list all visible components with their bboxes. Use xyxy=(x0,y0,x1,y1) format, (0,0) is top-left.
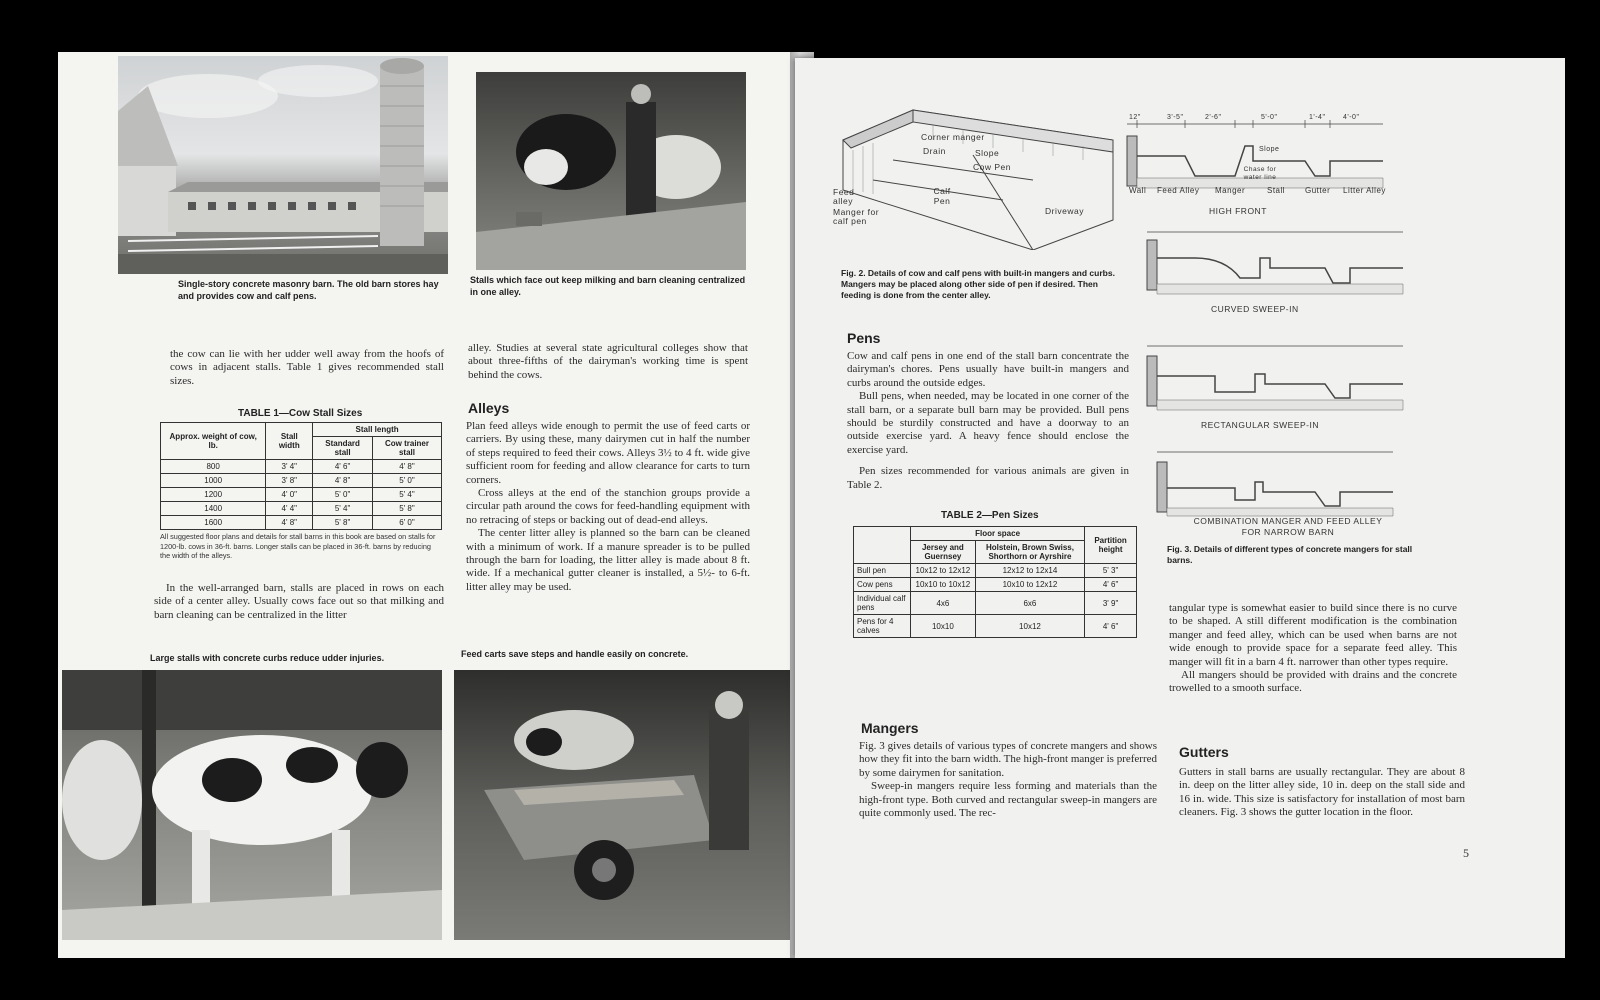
fig3-dim-5-0: 5'-0" xyxy=(1261,114,1278,121)
pen-sizes-table xyxy=(853,526,1137,638)
fig2-label-calf-manger: Manger for calf pen xyxy=(833,207,880,226)
feed-carts-caption: Feed carts save steps and handle easily on concrete. xyxy=(461,649,689,659)
mangers-paragraph-1: Fig. 3 gives details of various types of concrete mangers and shows how they fit into the barn width. The high-front manger is preferred by some dairymen for sanitation. xyxy=(859,740,1157,779)
col1-bottom-text xyxy=(154,582,444,622)
fig2-label-feed-alley: Feed alley xyxy=(833,187,855,206)
fig2-label-corner-manger: Corner manger xyxy=(921,132,985,142)
pens-text xyxy=(847,350,1129,492)
table1-header-row xyxy=(161,423,442,437)
barn-silo-illustration xyxy=(118,56,448,274)
table-row xyxy=(854,615,1137,638)
table-cell: 10x10 xyxy=(911,615,976,638)
stalls-photo-caption: Stalls which face out keep milking and barn cleaning centralized in one alley. xyxy=(470,275,746,297)
fig3-part-manger: Manger xyxy=(1215,186,1246,195)
barn-silo-photo xyxy=(118,56,448,274)
table-cell: 1200 xyxy=(161,488,266,502)
milking-stalls-photo xyxy=(476,72,746,270)
fig3-combination-manger-diagram xyxy=(1155,448,1395,518)
table-row xyxy=(161,502,442,516)
fig3-type-curved-sweep-in: CURVED SWEEP-IN xyxy=(1211,304,1299,314)
alleys-paragraph-1: Plan feed alleys wide enough to permit the use of feed carts or carriers. By using these, many dairymen cut in half the number of steps required to feed their cows. Alleys 3½ to 4 ft. wide give sufficient room for feeding and allow clearance for carts to turn corners. xyxy=(466,420,750,486)
table2-header-partition: Partition height xyxy=(1085,527,1137,564)
table-cell: 10x12 xyxy=(975,615,1084,638)
table2-header-blank xyxy=(854,527,911,564)
table-cell: 4x6 xyxy=(911,592,976,615)
table1-note: All suggested floor plans and details for stall barns in this book are based on stalls for 1200-lb. cows in 36-ft. barns. Longer stalls can be placed in 36-ft. barns by reducing the width of the alleys. xyxy=(160,532,436,560)
fig3-part-litter-alley: Litter Alley xyxy=(1343,186,1386,195)
pens-paragraph-2: Bull pens, when needed, may be located in one corner of the stall barn, or a separate bull barn may be provided. Bull pens should be sturdily constructed and have a doorway to an outside exercise yard. A heavy fence should enclose the exercise yard. xyxy=(847,390,1129,456)
table-cell: 10x10 to 12x12 xyxy=(975,578,1084,592)
fig2-label-cow-pen: Cow Pen xyxy=(973,162,1011,172)
pens-paragraph-1: Cow and calf pens in one end of the stall barn concentrate the dairyman's chores. Pens usually have built-in mangers and curbs around the outside edges. xyxy=(847,350,1129,389)
col1-intro-text xyxy=(170,348,444,388)
fig3-part-gutter: Gutter xyxy=(1305,186,1331,195)
table-cell: 6' 0" xyxy=(372,516,441,530)
table-row xyxy=(854,564,1137,578)
table-cell: 4' 6" xyxy=(313,460,373,474)
cow-stall-sizes-table xyxy=(160,422,442,530)
col2-top-paragraph: alley. Studies at several state agricultural colleges show that about three-fifths of the dairyman's working time is spent behind the cows. xyxy=(468,342,748,381)
table-cell: 3' 8" xyxy=(266,474,313,488)
table-cell: 800 xyxy=(161,460,266,474)
table1-header-length: Stall length xyxy=(313,423,442,437)
fig3-dim-1-4: 1'-4" xyxy=(1309,114,1326,121)
mangers-text xyxy=(859,740,1157,820)
fig2-label-calf-pen: Calf Pen xyxy=(933,186,951,206)
table1-header-trainer: Cow trainer stall xyxy=(372,437,441,460)
table-row xyxy=(854,592,1137,615)
fig2-label-slope: Slope xyxy=(975,148,1000,158)
holstein-cow-photo xyxy=(62,670,442,940)
table2-header-floor: Floor space xyxy=(911,527,1085,541)
table-cell: 4' 0" xyxy=(266,488,313,502)
gutters-paragraph-1: Gutters in stall barns are usually rectangular. They are about 8 in. deep on the litter alley side, 10 in. deep on the stall side and 16 in. wide. This size is satisfactory for installation of most barn cleaners. Fig. 3 shows the gutter location in the floor. xyxy=(1179,766,1465,819)
table-cell: 5' 0" xyxy=(313,488,373,502)
table-cell: 12x12 to 12x14 xyxy=(975,564,1084,578)
table1-header-standard: Standard stall xyxy=(313,437,373,460)
cows-stalls-illustration xyxy=(476,72,746,270)
fig2-label-drain: Drain xyxy=(923,146,946,156)
table-cell: 4' 4" xyxy=(266,502,313,516)
table2-caption: TABLE 2—Pen Sizes xyxy=(941,510,1039,521)
fig3-chase-label: Chase for water line xyxy=(1243,166,1277,181)
gutters-text xyxy=(1179,766,1465,820)
table-cell: 5' 8" xyxy=(372,502,441,516)
fig3-rectangular-sweep-in-diagram xyxy=(1145,342,1407,414)
table-row xyxy=(161,488,442,502)
table-cell: 5' 4" xyxy=(313,502,373,516)
alleys-paragraph-3: The center litter alley is planned so the barn can be cleaned with a minimum of work. If a manure spreader is to be pulled through the barn for loading, the litter alley is made about 8 ft. wide. If a mechanical gutter cleaner is installed, a 5½- to 6-ft. litter alley may be used. xyxy=(466,527,750,593)
mangers-heading: Mangers xyxy=(861,720,919,736)
table-cell: 4' 6" xyxy=(1085,615,1137,638)
table1-header-width: Stall width xyxy=(266,423,313,460)
table-row xyxy=(161,474,442,488)
alleys-heading: Alleys xyxy=(468,400,510,416)
fig3-dim-3-5: 3'-5" xyxy=(1167,114,1184,121)
table-row xyxy=(161,460,442,474)
table-cell: Pens for 4 calves xyxy=(854,615,911,638)
fig3-part-stall: Stall xyxy=(1267,186,1286,195)
fig3-caption: Fig. 3. Details of different types of concrete mangers for stall barns. xyxy=(1167,544,1413,565)
pens-paragraph-3: Pen sizes recommended for various animals are given in Table 2. xyxy=(847,465,1129,491)
fig3-part-feed-alley: Feed Alley xyxy=(1157,186,1200,195)
feed-cart-photo xyxy=(454,670,794,940)
table-cell: 3' 4" xyxy=(266,460,313,474)
table-cell: 4' 8" xyxy=(266,516,313,530)
table-cell: 1600 xyxy=(161,516,266,530)
mangers-continued-text xyxy=(1169,602,1457,696)
table-cell: 6x6 xyxy=(975,592,1084,615)
large-stalls-caption: Large stalls with concrete curbs reduce udder injuries. xyxy=(150,653,385,663)
table-cell: 5' 4" xyxy=(372,488,441,502)
holstein-cow-illustration xyxy=(62,670,442,940)
fig2-caption: Fig. 2. Details of cow and calf pens with built-in mangers and curbs. Mangers may be placed along other side of pen if desired. Then feeding is done from the center alley. xyxy=(841,268,1115,300)
fig3-slope-label: Slope xyxy=(1259,146,1280,153)
table-cell: Bull pen xyxy=(854,564,911,578)
mangers-paragraph-2: Sweep-in mangers require less forming and materials than the high-front type. Both curved and rectangular sweep-in mangers are quite commonly used. The rec- xyxy=(859,780,1157,820)
table1-caption: TABLE 1—Cow Stall Sizes xyxy=(238,408,363,419)
col2-top-text xyxy=(468,342,748,382)
barn-photo-caption: Single-story concrete masonry barn. The old barn stores hay and provides cow and calf pens. xyxy=(178,279,439,301)
table-row xyxy=(854,578,1137,592)
table-cell: 1400 xyxy=(161,502,266,516)
table2-header-holstein: Holstein, Brown Swiss, Shorthorn or Ayrshire xyxy=(975,541,1084,564)
table-cell: 10x12 to 12x12 xyxy=(911,564,976,578)
left-page xyxy=(58,52,810,958)
table-cell: Individual calf pens xyxy=(854,592,911,615)
col1-intro-paragraph: the cow can lie with her udder well away from the hoofs of cows in adjacent stalls. Table 1 gives recommended stall sizes. xyxy=(170,348,444,387)
fig3-dim-2-6: 2'-6" xyxy=(1205,114,1222,121)
fig3-dim-4-0: 4'-0" xyxy=(1343,114,1360,121)
table-cell: 5' 8" xyxy=(313,516,373,530)
fig3-curved-sweep-in-diagram xyxy=(1145,228,1407,298)
col1-bottom-paragraph: In the well-arranged barn, stalls are placed in rows on each side of a center alley. Usually cows face out so that milking and barn cleaning can be centralized in the litter xyxy=(154,582,444,621)
fig3-dim-12: 12" xyxy=(1129,114,1141,121)
table-cell: 4' 8" xyxy=(313,474,373,488)
pens-heading: Pens xyxy=(847,330,881,346)
table-cell: 4' 6" xyxy=(1085,578,1137,592)
right-page xyxy=(795,58,1565,958)
table-cell: 10x10 to 10x12 xyxy=(911,578,976,592)
alleys-text xyxy=(466,420,750,594)
table2-header-jersey: Jersey and Guernsey xyxy=(911,541,976,564)
fig3-type-high-front: HIGH FRONT xyxy=(1209,206,1267,216)
table2-header-row xyxy=(854,527,1137,541)
table-row xyxy=(161,516,442,530)
alleys-paragraph-2: Cross alleys at the end of the stanchion groups provide a circular path around the cows for feed-handling equipment with no retracing of steps or backing out of dead-end alleys. xyxy=(466,487,750,526)
feed-cart-illustration xyxy=(454,670,794,940)
fig3-type-combination: COMBINATION MANGER AND FEED ALLEY FOR NARROW BARN xyxy=(1193,516,1383,537)
page-number: 5 xyxy=(1463,846,1469,860)
fig3-type-rectangular-sweep-in: RECTANGULAR SWEEP-IN xyxy=(1201,420,1319,430)
gutters-heading: Gutters xyxy=(1179,744,1229,760)
mangers-continued-paragraph-2: All mangers should be provided with drains and the concrete trowelled to a smooth surface. xyxy=(1169,669,1457,695)
fig3-part-wall: Wall xyxy=(1129,186,1147,195)
fig2-pen-diagram xyxy=(833,100,1123,250)
table-cell: 4' 8" xyxy=(372,460,441,474)
table1-header-weight: Approx. weight of cow, lb. xyxy=(161,423,266,460)
table-cell: 5' 3" xyxy=(1085,564,1137,578)
table-cell: Cow pens xyxy=(854,578,911,592)
table-cell: 1000 xyxy=(161,474,266,488)
mangers-continued-paragraph-1: tangular type is somewhat easier to build since there is no curve to be shaped. A still different modification is the combination manger and feed alley, which can be used when barns are not wide enough to provide space for a separate feed alley. This manger will fit in a barn 4 ft. narrower than other types require. xyxy=(1169,602,1457,668)
table-cell: 5' 0" xyxy=(372,474,441,488)
fig2-label-driveway: Driveway xyxy=(1045,206,1084,216)
table-cell: 3' 9" xyxy=(1085,592,1137,615)
